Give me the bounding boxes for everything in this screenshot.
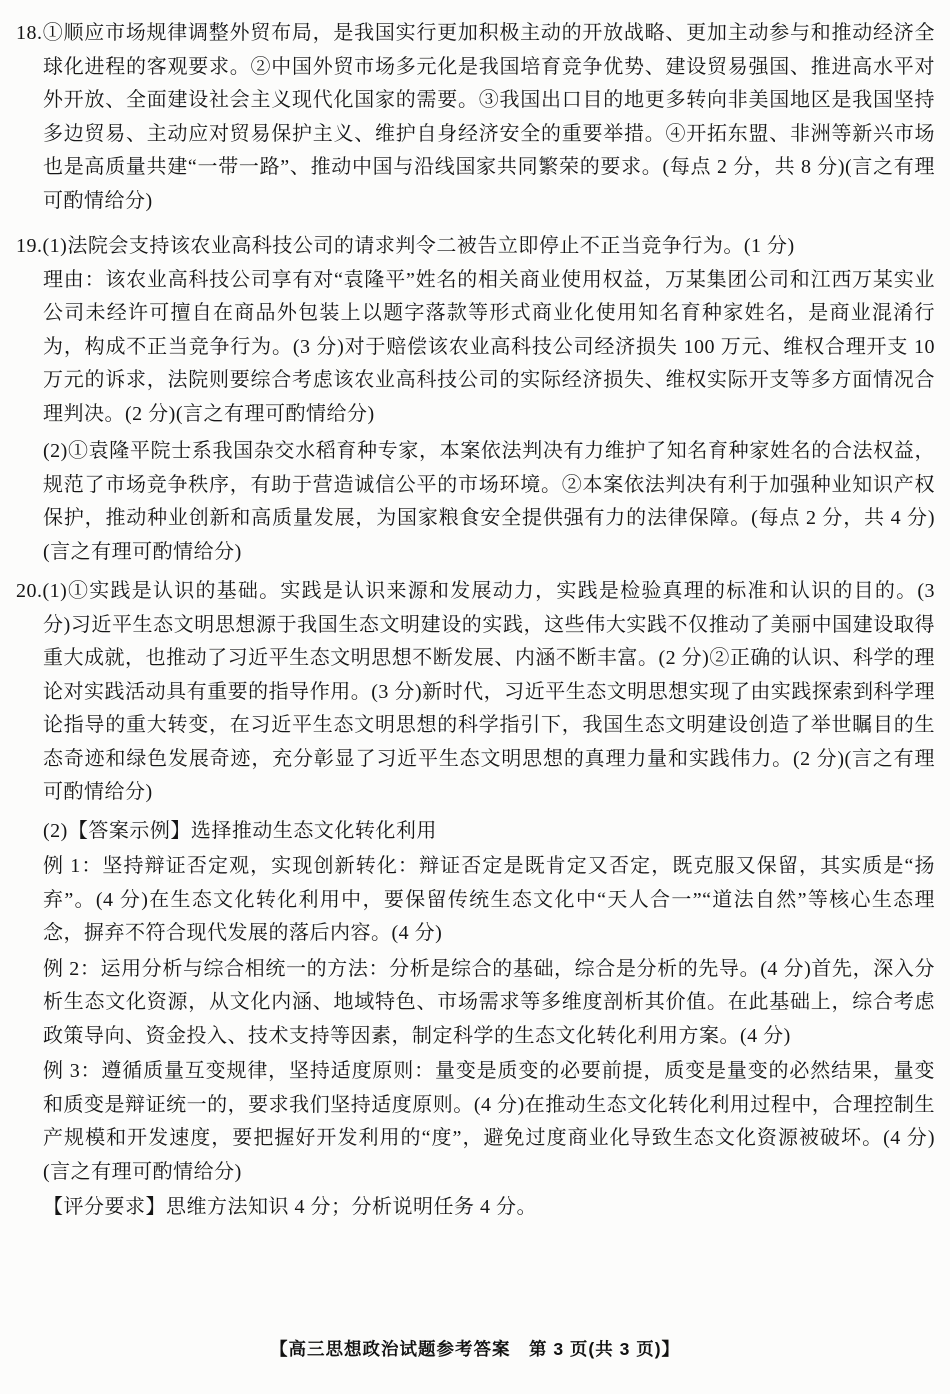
answer-paragraph-20-2-example-3: 例 3：遵循质量互变规律，坚持适度原则：量变是质变的必要前提，质变是量变的必然结果，量变和质变是辩证统一的，要求我们坚持适度原则。(4 分)在推动生态文化转化利用过程中，合理控制生产规模和开发速度，要把握好开发利用的“度”，避免过度商业化导致生态文化资源被破坏。(4 分)(言之有理可酌情给分) [43,1060,935,1183]
answer-paragraph-18: 18.①顺应市场规律调整外贸布局，是我国实行更加积极主动的开放战略、更加主动参与和推动经济全球化进程的客观要求。②中国外贸市场多元化是我国培育竞争优势、建设贸易强国、推进高水平对外开放、全面建设社会主义现代化国家的需要。③我国出口目的地更多转向非美国地区是我国坚持多边贸易、主动应对贸易保护主义、维护自身经济安全的重要举措。④开拓东盟、非洲等新兴市场也是高质量共建“一带一路”、推动中国与沿线国家共同繁荣的要求。(每点 2 分，共 8 分)(言之有理可酌情给分) [16,22,935,212]
answer-paragraph-19-1-reason: 理由：该农业高科技公司享有对“袁隆平”姓名的相关商业使用权益，万某集团公司和江西万某实业公司未经许可擅自在商品外包装上以题字落款等形式商业化使用知名育种家姓名，是商业混淆行为，构成不正当竞争行为。(3 分)对于赔偿该农业高科技公司经济损失 100 万元、维权合理开支 10 万元的诉求，法院则要综合考虑该农业高科技公司的实际经济损失、维权实际开支等多方面情况合理判决。(2 分)(言之有理可酌情给分) [43,268,935,425]
answer-paragraph-20-2-example-1: 例 1：坚持辩证否定观，实现创新转化：辩证否定是既肯定又否定，既克服又保留，其实质是“扬弃”。(4 分)在生态文化转化利用中，要保留传统生态文化中“天人合一”“道法自然”等核心生态理念，摒弃不符合现代发展的落后内容。(4 分) [43,855,935,944]
answer-paragraph-20-2-example-2: 例 2：运用分析与综合相统一的方法：分析是综合的基础，综合是分析的先导。(4 分)首先，深入分析生态文化资源，从文化内涵、地域特色、市场需求等多维度剖析其价值。在此基础上，综合考虑政策导向、资金投入、技术支持等因素，制定科学的生态文化转化利用方案。(4 分) [43,957,935,1047]
footer-text: 【高三思想政治试题参考答案 第 3 页(共 3 页)】 [269,1339,681,1359]
answer-paragraph-20-1: 20.(1)①实践是认识的基础。实践是认识来源和发展动力，实践是检验真理的标准和认识的目的。(3 分)习近平生态文明思想源于我国生态文明建设的实践，这些伟大实践不仅推动了美丽中国建设取得重大成就，也推动了习近平生态文明思想不断发展、内涵不断丰富。(2 分)②正确的认识、科学的理论对实践活动具有重要的指导作用。(3 分)新时代，习近平生态文明思想实现了由实践探索到科学理论指导的重大转变，在习近平生态文明思想的科学指引下，我国生态文明建设创造了举世瞩目的生态奇迹和绿色发展奇迹，充分彰显了习近平生态文明思想的真理力量和实践伟力。(2 分)(言之有理可酌情给分) [16,580,935,803]
page-footer [0,1336,950,1361]
answer-paragraph-19-2: (2)①袁隆平院士系我国杂交水稻育种专家，本案依法判决有力维护了知名育种家姓名的合法权益，规范了市场竞争秩序，有助于营造诚信公平的市场环境。②本案依法判决有利于加强种业知识产权保护，推动种业创新和高质量发展，为国家粮食安全提供强有力的法律保障。(每点 2 分，共 4 分)(言之有理可酌情给分) [43,440,935,563]
answer-paragraph-19-1: 19.(1)法院会支持该农业高科技公司的请求判令二被告立即停止不正当竞争行为。(1 分) [16,235,795,257]
answer-paragraph-20-2-scoring: 【评分要求】思维方法知识 4 分；分析说明任务 4 分。 [43,1196,537,1218]
answers-content [0,17,950,1225]
answer-paragraph-20-2-heading: (2)【答案示例】选择推动生态文化转化利用 [43,819,437,842]
